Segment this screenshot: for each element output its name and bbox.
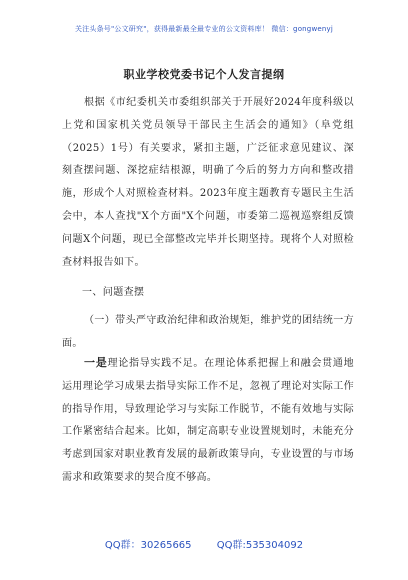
point-paragraph: [62, 352, 354, 490]
footer-qq-group-2: QQ群:535304092: [216, 540, 304, 551]
header-notice: 关注头条号"公文研究"，获得最新最全最专业的公文资料库！ 微信：gongwenyj: [74, 25, 334, 33]
subsection-heading: （一）带头严守政治纪律和政治规矩，维护党的团结统一方面。: [62, 315, 354, 349]
document-title: 职业学校党委书记个人发言提纲: [123, 68, 285, 81]
point-lead: 一是: [84, 356, 108, 369]
footer: [0, 536, 408, 551]
footer-qq-group-1: QQ群：30265665: [104, 540, 192, 551]
point-text: 理论指导实践不足。在理论体系把握上和融会贯通地运用理论学习成果去指导实际工作不足，忽视了理论对实际工作的指导作用，导致理论学习与实际工作脱节，不能有效地与实际工作紧密结合起来。比如，制定高职专业设置规划时，未能充分考虑到国家对职业教育发展的最新政策导向，专业设置的与市场需求和政策要求的契合度不够高。: [62, 358, 354, 483]
intro-paragraph: 根据《市纪委机关市委组织部关于开展好2024年度科级以上党和国家机关党员领导干部民主生活会的通知》（阜党组（2025）1号）有关要求，紧扣主题，广泛征求意见建议、深刻查摆问题、深挖症结根源，明确了今后的努力方向和整改措施，形成个人对照检查材料。2023年度主题教育专题民主生活会中，本人查找"X个方面"X个问题，市委第二巡视巡察组反馈问题X个问题，现已全部整改完毕并长期坚持。现将个人对照检查材料报告如下。: [62, 97, 354, 268]
section-heading: 一、问题查摆: [82, 287, 145, 298]
